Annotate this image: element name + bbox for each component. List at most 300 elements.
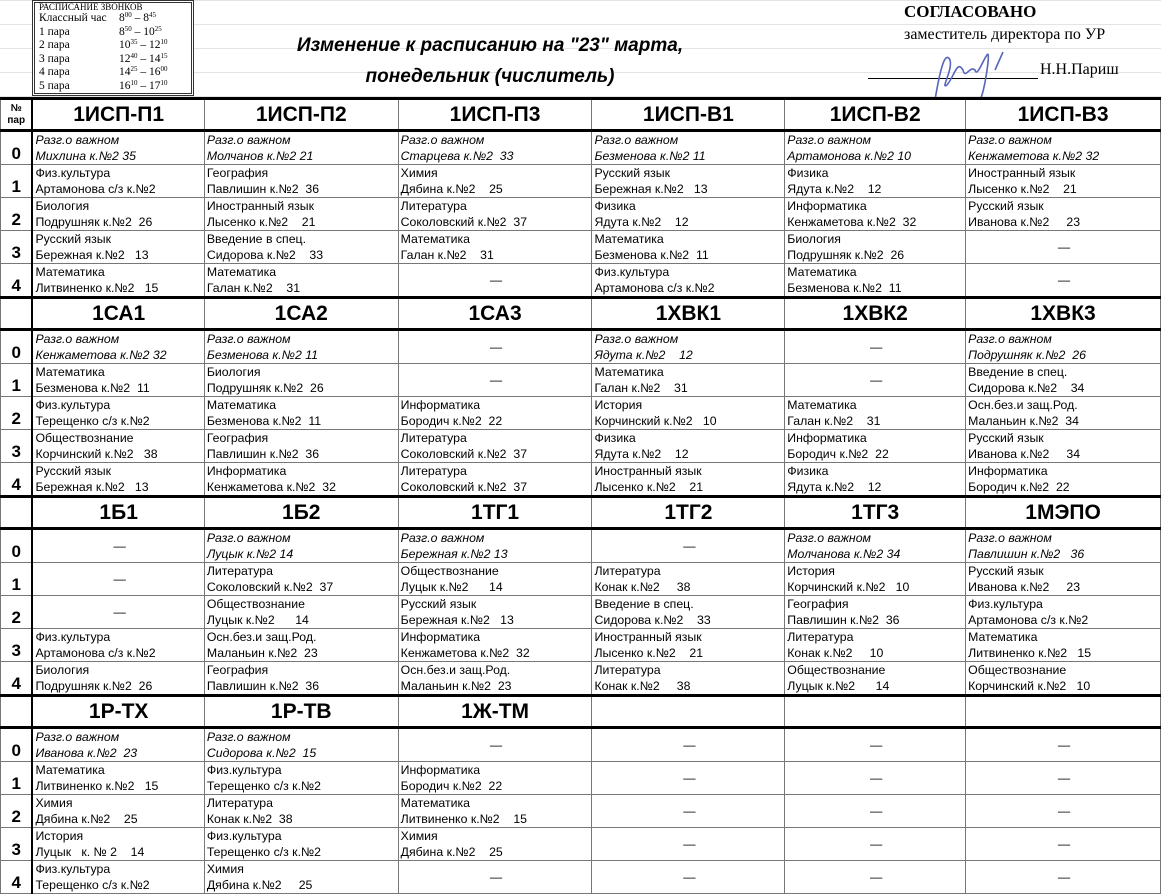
teacher-room: Ядута к.№2 12: [594, 348, 693, 362]
lesson-cell: [398, 795, 592, 828]
lesson-number: 2: [1, 596, 33, 629]
lesson-cell: [32, 397, 204, 430]
subject: Химия: [400, 166, 438, 180]
subject: Биология: [787, 232, 841, 246]
teacher-room: Старцева к.№2 33: [400, 149, 514, 163]
teacher-room: Бережная к.№2 13: [594, 182, 708, 196]
teacher-room: Луцык к.№2 14: [400, 580, 503, 594]
teacher-room: Бережная к.№2 13: [35, 480, 149, 494]
lesson-cell: [785, 662, 966, 696]
teacher-room: Бережная к.№2 13: [400, 547, 508, 561]
teacher-room: Конак к.№2 10: [787, 646, 884, 660]
bell-to-hour: 10: [143, 25, 155, 38]
lesson-cell: [204, 231, 398, 264]
bell-row: [39, 26, 187, 40]
bell-to-min: 15: [160, 51, 168, 60]
lesson-cell: [785, 231, 966, 264]
lesson-cell: [204, 795, 398, 828]
teacher-room: Конак к.№2 38: [594, 679, 691, 693]
teacher-room: Павлишин к.№2 36: [206, 679, 320, 693]
subject: Осн.без.и защ.Род.: [400, 663, 511, 677]
subject: Разг.о важном: [35, 133, 120, 147]
bell-time: $14^{25} - 16^{00}$: [119, 65, 168, 78]
subject: Обществознание: [400, 564, 499, 578]
teacher-room: Бородич к.№2 22: [400, 779, 503, 793]
subject: География: [206, 431, 269, 445]
lesson-number-header: [1, 298, 33, 330]
lesson-cell: [592, 330, 785, 364]
subject: Физ.культура: [35, 862, 111, 876]
lesson-number-header: [1, 696, 33, 728]
group-name: 1ИСП-П2: [204, 99, 398, 131]
teacher-room: Луцык к.№2 14: [787, 679, 890, 693]
teacher-room: Литвиненко к.№2 15: [400, 812, 527, 826]
subject: Иностранный язык: [594, 464, 702, 478]
teacher-room: Бородич к.№2 22: [787, 447, 889, 461]
teacher-room: Корчинский к.№2 10: [968, 679, 1091, 693]
lesson-cell: [785, 629, 966, 662]
lesson-cell: [204, 364, 398, 397]
lesson-number: 3: [1, 430, 33, 463]
title-line-2: понедельник (числитель): [365, 66, 615, 87]
subject: Литература: [400, 464, 467, 478]
subject: Химия: [35, 796, 73, 810]
lesson-cell: [204, 563, 398, 596]
lesson-cell: [398, 762, 592, 795]
subject: Информатика: [400, 763, 481, 777]
bell-to-min: 25: [154, 24, 162, 33]
subject: Физ.культура: [35, 630, 111, 644]
bell-label: 4 пара: [39, 66, 70, 78]
teacher-room: Молчанов к.№2 21: [206, 149, 314, 163]
bell-row: [39, 66, 187, 80]
teacher-room: Сидорова к.№2 34: [968, 381, 1085, 395]
subject: Биология: [206, 365, 261, 379]
subject: Разг.о важном: [35, 730, 120, 744]
bell-time: $10^{35} - 12^{10}$: [119, 38, 168, 51]
teacher-room: Ядута к.№2 12: [787, 480, 882, 494]
bell-time: $8^{50} - 10^{25}$: [119, 24, 162, 38]
lesson-cell: [204, 397, 398, 430]
subject: Иностранный язык: [594, 630, 702, 644]
subject: География: [206, 166, 269, 180]
bell-label: Классный час: [39, 12, 107, 24]
lesson-cell: [592, 662, 785, 696]
bell-from-min: 00: [124, 11, 132, 19]
subject: Физ.культура: [35, 166, 111, 180]
lesson-cell: [592, 596, 785, 629]
subject: Разг.о важном: [35, 332, 120, 346]
lesson-cell: [398, 131, 592, 165]
empty-lesson-cell: —: [785, 330, 966, 364]
teacher-room: Иванова к.№2 23: [968, 215, 1081, 229]
teacher-room: Артамонова с/з к.№2: [594, 281, 715, 295]
group-name: 1ИСП-П3: [398, 99, 592, 131]
teacher-room: Ядута к.№2 12: [594, 447, 689, 461]
teacher-room: Кенжаметова к.№2 32: [787, 215, 917, 229]
teacher-room: Литвиненко к.№2 15: [968, 646, 1092, 660]
lesson-cell: [966, 198, 1161, 231]
lesson-cell: [32, 728, 204, 762]
lesson-number: 3: [1, 828, 33, 861]
lesson-cell: [32, 264, 204, 298]
bell-to-hour: 14: [149, 52, 161, 65]
empty-lesson-cell: —: [785, 762, 966, 795]
group-name: 1ХВК1: [592, 298, 785, 330]
subject: Разг.о важном: [206, 332, 291, 346]
lesson-cell: [966, 364, 1161, 397]
lesson-cell: [966, 330, 1161, 364]
empty-lesson-cell: —: [398, 330, 592, 364]
teacher-room: Терещенко с/з к.№2: [35, 414, 150, 428]
lesson-cell: [592, 165, 785, 198]
subject: Физ.культура: [206, 829, 282, 843]
teacher-room: Соколовский к.№2 37: [400, 215, 528, 229]
lesson-number-header: [1, 497, 33, 529]
empty-lesson-cell: —: [785, 728, 966, 762]
subject: Физика: [787, 464, 829, 478]
bell-from-hour: 16: [119, 79, 131, 92]
lesson-cell: [966, 463, 1161, 497]
lesson-number: 1: [1, 762, 33, 795]
group-name: 1ХВК3: [966, 298, 1161, 330]
group-name: [785, 696, 966, 728]
lesson-number: 3: [1, 231, 33, 264]
teacher-room: Маланьин к.№2 23: [206, 646, 318, 660]
lesson-cell: [398, 397, 592, 430]
empty-lesson-cell: —: [966, 795, 1161, 828]
lesson-cell: [966, 596, 1161, 629]
teacher-room: Терещенко с/з к.№2: [35, 878, 150, 892]
teacher-room: Галан к.№2 31: [400, 248, 494, 262]
lesson-row: [1, 330, 1161, 364]
subject: Математика: [400, 232, 470, 246]
teacher-room: Иванова к.№2 23: [35, 746, 138, 760]
subject: Введение в спец.: [594, 597, 694, 611]
empty-lesson-cell: —: [32, 563, 204, 596]
group-header-row: [1, 497, 1161, 529]
empty-lesson-cell: —: [592, 728, 785, 762]
lesson-cell: [32, 165, 204, 198]
empty-lesson-cell: —: [32, 596, 204, 629]
subject: Литература: [206, 796, 273, 810]
lesson-number: 0: [1, 330, 33, 364]
bell-label: 5 пара: [39, 79, 70, 92]
subject: Информатика: [400, 630, 481, 644]
lesson-cell: [785, 198, 966, 231]
teacher-room: Подрушняк к.№2 26: [35, 679, 153, 693]
lesson-cell: [204, 264, 398, 298]
teacher-room: Лысенко к.№2 21: [594, 480, 704, 494]
document-header: [0, 0, 1161, 97]
teacher-room: Артамонова с/з к.№2: [968, 613, 1089, 627]
subject: Разг.о важном: [594, 133, 679, 147]
lesson-cell: [785, 463, 966, 497]
lesson-cell: [32, 131, 204, 165]
lesson-cell: [592, 463, 785, 497]
subject: Математика: [787, 265, 857, 279]
subject: Разг.о важном: [787, 531, 871, 545]
lesson-row: [1, 563, 1161, 596]
teacher-room: Кенжаметова к.№2 32: [206, 480, 336, 494]
subject: Русский язык: [968, 431, 1044, 445]
subject: История: [594, 398, 643, 412]
subject: Иностранный язык: [206, 199, 314, 213]
empty-lesson-cell: —: [398, 861, 592, 894]
teacher-room: Павлишин к.№2 36: [968, 547, 1085, 561]
empty-lesson-cell: —: [966, 231, 1161, 264]
teacher-room: Безменова к.№2 11: [594, 149, 706, 163]
teacher-room: Подрушняк к.№2 26: [968, 348, 1086, 362]
subject: Химия: [400, 829, 438, 843]
group-name: 1СА2: [204, 298, 398, 330]
subject: Физ.культура: [594, 265, 670, 279]
lesson-row: [1, 629, 1161, 662]
group-name: [966, 696, 1161, 728]
bell-row: [39, 12, 187, 26]
lesson-row: [1, 596, 1161, 629]
bell-label: 3 пара: [39, 52, 70, 65]
empty-lesson-cell: —: [592, 762, 785, 795]
subject: Обществознание: [206, 597, 305, 611]
teacher-room: Дябина к.№2 25: [35, 812, 138, 826]
lesson-row: [1, 529, 1161, 563]
lesson-cell: [204, 165, 398, 198]
lesson-cell: [204, 463, 398, 497]
lesson-number: 4: [1, 463, 33, 497]
bell-to-hour: 17: [149, 79, 161, 92]
group-name: 1Б1: [32, 497, 204, 529]
lesson-number: 2: [1, 795, 33, 828]
teacher-room: Соколовский к.№2 37: [400, 447, 528, 461]
lesson-row: [1, 795, 1161, 828]
teacher-room: Артамонова с/з к.№2: [35, 646, 156, 660]
bell-from-hour: 14: [119, 66, 131, 78]
approver-name: Н.Н.Париш: [1040, 61, 1119, 78]
teacher-room: Лысенко к.№2 21: [594, 646, 704, 660]
bell-from-min: 25: [130, 65, 138, 73]
empty-lesson-cell: —: [966, 264, 1161, 298]
subject: Математика: [206, 265, 277, 279]
empty-lesson-cell: —: [785, 795, 966, 828]
lesson-cell: [398, 596, 592, 629]
teacher-room: Павлишин к.№2 36: [206, 182, 320, 196]
teacher-room: Галан к.№2 31: [206, 281, 301, 295]
subject: Обществознание: [35, 431, 134, 445]
lesson-number: 4: [1, 861, 33, 894]
subject: Разг.о важном: [400, 531, 485, 545]
teacher-room: Литвиненко к.№2 15: [35, 779, 159, 793]
empty-lesson-cell: —: [592, 861, 785, 894]
empty-lesson-cell: —: [966, 728, 1161, 762]
lesson-number: 3: [1, 629, 33, 662]
lesson-number: 4: [1, 264, 33, 298]
bell-label: 2 пара: [39, 39, 70, 51]
subject: Физика: [594, 431, 636, 445]
teacher-room: Маланьин к.№2 23: [400, 679, 512, 693]
bell-to-min: 00: [160, 65, 168, 73]
lesson-cell: [204, 596, 398, 629]
lesson-row: [1, 662, 1161, 696]
lesson-cell: [785, 529, 966, 563]
lesson-cell: [966, 397, 1161, 430]
lesson-cell: [592, 563, 785, 596]
lesson-number: 1: [1, 165, 33, 198]
teacher-room: Бережная к.№2 13: [400, 613, 514, 627]
bell-to-hour: 8: [143, 12, 149, 24]
lesson-cell: [785, 563, 966, 596]
lesson-row: [1, 762, 1161, 795]
lesson-cell: [966, 629, 1161, 662]
lesson-row: [1, 231, 1161, 264]
subject: Осн.без.и защ.Род.: [206, 630, 317, 644]
subject: Биология: [35, 199, 90, 213]
lesson-cell: [966, 430, 1161, 463]
subject: Физика: [594, 199, 636, 213]
subject: Физ.культура: [35, 398, 111, 412]
lesson-number-header: № пар: [1, 99, 33, 131]
group-name: 1Б2: [204, 497, 398, 529]
teacher-room: Конак к.№2 38: [594, 580, 691, 594]
subject: Математика: [968, 630, 1038, 644]
teacher-room: Дябина к.№2 25: [400, 845, 503, 859]
lesson-cell: [204, 728, 398, 762]
teacher-room: Безменова к.№2 11: [35, 381, 150, 395]
subject: Информатика: [787, 431, 867, 445]
bell-rows: [39, 12, 187, 93]
teacher-room: Молчанова к.№2 34: [787, 547, 901, 561]
empty-lesson-cell: —: [785, 861, 966, 894]
empty-lesson-cell: —: [966, 861, 1161, 894]
bell-to-min: 10: [160, 78, 168, 87]
subject: История: [787, 564, 835, 578]
subject: Физ.культура: [968, 597, 1043, 611]
teacher-room: Галан к.№2 31: [594, 381, 688, 395]
subject: Разг.о важном: [968, 133, 1052, 147]
lesson-row: [1, 198, 1161, 231]
subject: Химия: [206, 862, 244, 876]
subject: Русский язык: [594, 166, 671, 180]
lesson-row: [1, 264, 1161, 298]
bell-from-hour: 12: [119, 52, 131, 65]
lesson-cell: [592, 231, 785, 264]
lesson-number: 1: [1, 364, 33, 397]
subject: Информатика: [206, 464, 287, 478]
subject: Литература: [400, 431, 467, 445]
teacher-room: Галан к.№2 31: [787, 414, 881, 428]
lesson-cell: [398, 828, 592, 861]
teacher-room: Безменова к.№2 11: [206, 414, 322, 428]
lesson-cell: [204, 131, 398, 165]
lesson-cell: [966, 165, 1161, 198]
empty-lesson-cell: —: [592, 795, 785, 828]
group-name: 1ТГ3: [785, 497, 966, 529]
teacher-room: Луцык к.№2 14: [206, 613, 309, 627]
teacher-room: Лысенко к.№2 21: [206, 215, 316, 229]
lesson-cell: [398, 165, 592, 198]
teacher-room: Маланьин к.№2 34: [968, 414, 1079, 428]
teacher-room: Ядута к.№2 12: [594, 215, 689, 229]
teacher-room: Павлишин к.№2 36: [787, 613, 900, 627]
teacher-room: Конак к.№2 38: [206, 812, 293, 826]
subject: Литература: [594, 564, 661, 578]
bell-label: 1 пара: [39, 25, 70, 38]
subject: Разг.о важном: [968, 332, 1052, 346]
teacher-room: Иванова к.№2 34: [968, 447, 1081, 461]
lesson-number: 0: [1, 529, 33, 563]
group-name: [592, 696, 785, 728]
teacher-room: Корчинский к.№2 10: [787, 580, 910, 594]
empty-lesson-cell: —: [966, 828, 1161, 861]
subject: Русский язык: [35, 464, 112, 478]
group-name: 1ИСП-В3: [966, 99, 1161, 131]
subject: Русский язык: [968, 564, 1044, 578]
subject: География: [787, 597, 849, 611]
group-header-row: [1, 298, 1161, 330]
teacher-room: Терещенко с/з к.№2: [206, 845, 322, 859]
lesson-cell: [398, 529, 592, 563]
teacher-room: Михлина к.№2 35: [35, 149, 136, 163]
lesson-cell: [204, 529, 398, 563]
group-header-row: [1, 99, 1161, 131]
lesson-number: 4: [1, 662, 33, 696]
teacher-room: Безменова к.№2 11: [594, 248, 709, 262]
teacher-room: Иванова к.№2 23: [968, 580, 1081, 594]
lesson-cell: [32, 463, 204, 497]
lesson-cell: [32, 629, 204, 662]
title-line-1: Изменение к расписанию на "23" марта,: [296, 35, 684, 56]
bell-from-min: 10: [130, 78, 138, 87]
subject: Физика: [787, 166, 829, 180]
subject: Информатика: [787, 199, 867, 213]
page-title: [260, 30, 720, 92]
bell-from-min: 40: [130, 51, 138, 60]
subject: История: [35, 829, 84, 843]
teacher-room: Дябина к.№2 25: [400, 182, 503, 196]
subject: Разг.о важном: [968, 531, 1052, 545]
teacher-room: Бородич к.№2 22: [400, 414, 503, 428]
lesson-cell: [966, 563, 1161, 596]
lesson-cell: [785, 430, 966, 463]
lesson-row: [1, 728, 1161, 762]
group-name: 1СА3: [398, 298, 592, 330]
subject: Литература: [594, 663, 661, 677]
bell-row: [39, 80, 187, 94]
teacher-room: Подрушняк к.№2 26: [787, 248, 905, 262]
subject: География: [206, 663, 269, 677]
group-name: 1МЭПО: [966, 497, 1161, 529]
teacher-room: Дябина к.№2 25: [206, 878, 313, 892]
empty-lesson-cell: —: [398, 264, 592, 298]
subject: Разг.о важном: [594, 332, 679, 346]
subject: Иностранный язык: [968, 166, 1076, 180]
group-name: 1ИСП-В1: [592, 99, 785, 131]
teacher-room: Бережная к.№2 13: [35, 248, 149, 262]
empty-lesson-cell: —: [32, 529, 204, 563]
group-name: 1Р-ТВ: [204, 696, 398, 728]
lesson-cell: [32, 861, 204, 894]
bell-schedule-box: [32, 0, 194, 96]
teacher-room: Лысенко к.№2 21: [968, 182, 1077, 196]
subject: Осн.без.и защ.Род.: [968, 398, 1078, 412]
lesson-cell: [32, 231, 204, 264]
lesson-row: [1, 364, 1161, 397]
lesson-cell: [592, 198, 785, 231]
lesson-cell: [398, 231, 592, 264]
lesson-cell: [785, 264, 966, 298]
lesson-cell: [204, 662, 398, 696]
group-name: 1ТГ1: [398, 497, 592, 529]
